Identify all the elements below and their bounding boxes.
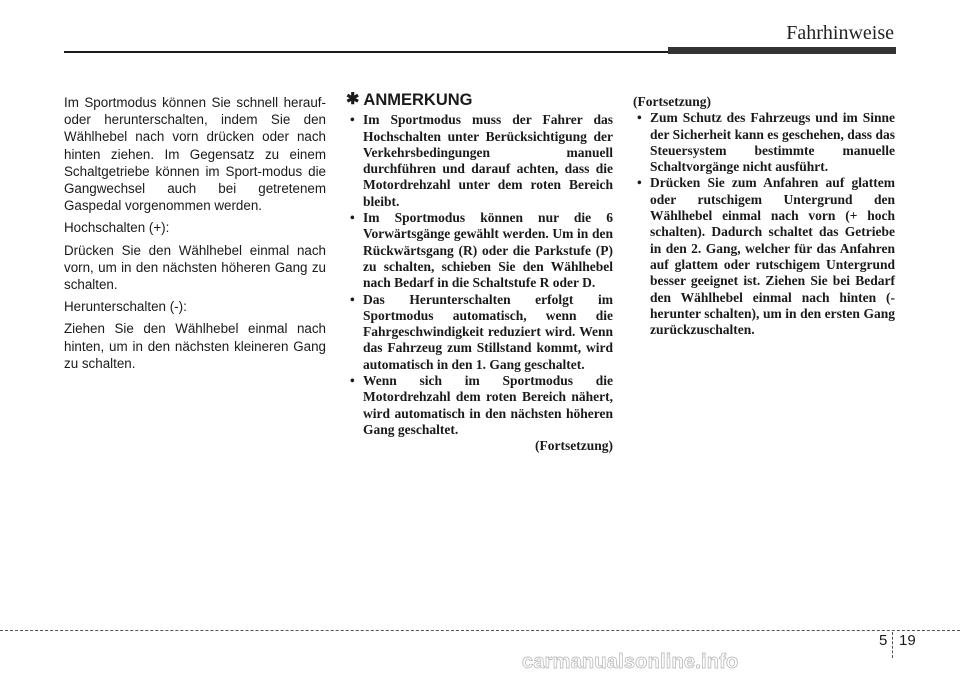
right-text-column <box>633 94 895 338</box>
watermark: carmanualsonline.info <box>522 651 739 673</box>
note-list <box>633 110 895 338</box>
footer-rule <box>0 630 960 631</box>
list-item: • Im Sportmodus können nur die 6 Vorwärtsgänge gewählt werden. Um in den Rückwärtsgang (R) oder die Parkstufe (P) zu schalten, schieben Sie den Wählhebel nach Bedarf in die Schaltstufe R oder D. <box>346 210 613 291</box>
list-item: • Drücken Sie zum Anfahren auf glattem oder rutschigem Untergrund den Wählhebel einmal nach vorn (+ hoch schalten). Dadurch schaltet das Getriebe in den 2. Gang, welcher für das Anfahren auf glattem oder rutschigem Untergrund besser geeignet ist. Ziehen Sie bei Bedarf den Wählhebel einmal nach hinten (-herunter schalten), um in den ersten Gang zurückzuschalten. <box>633 175 895 338</box>
note-box <box>346 92 613 455</box>
list-item: • Das Herunterschalten erfolgt im Sportmodus automatisch, wenn die Fahrgeschwindigkeit reduziert wird. Wenn das Fahrzeug zum Stillstand kommt, wird automatisch in den 1. Gang geschaltet. <box>346 292 613 373</box>
header-rule <box>64 51 670 53</box>
note-star-icon: ✱ <box>346 91 360 108</box>
page-header-title: Fahrhinweise <box>786 22 894 44</box>
note-list <box>346 112 613 438</box>
list-item: • Wenn sich im Sportmodus die Motordrehzahl dem roten Bereich nähert, wird automatisch in den nächsten höheren Gang geschaltet. <box>346 373 613 438</box>
left-text-column <box>64 94 326 377</box>
chapter-number: 5 <box>879 632 888 649</box>
page-separator <box>892 632 893 658</box>
paragraph: Herunterschalten (-): <box>64 299 187 315</box>
paragraph: Drücken Sie den Wählhebel einmal nach vorn, um in den nächsten höheren Gang zu schalten. <box>64 242 326 293</box>
paragraph: Hochschalten (+): <box>64 220 170 236</box>
note-heading-label: ANMERKUNG <box>363 91 473 109</box>
list-item: • Zum Schutz des Fahrzeugs und im Sinne der Sicherheit kann es geschehen, dass das Steuersystem bestimmte manuelle Schaltvorgänge nicht ausführt. <box>633 110 895 175</box>
paragraph: Im Sportmodus können Sie schnell herauf- oder herunterschalten, indem Sie den Wählhebel nach vorn drücken oder nach hinten ziehen. Im Gegensatz zu einem Schaltgetriebe können im Sport-modus die Gangwechsel auch bei getretenem Gaspedal vorgenommen werden. <box>64 95 326 214</box>
list-item: • Im Sportmodus muss der Fahrer das Hochschalten unter Berücksichtigung der Verkehrsbedingungen manuell durchführen und darauf achten, dass die Motordrehzahl unter dem roten Bereich bleibt. <box>346 112 613 210</box>
note-heading <box>346 92 613 108</box>
continued-label: (Fortsetzung) <box>535 438 613 454</box>
continued-label: (Fortsetzung) <box>633 94 711 109</box>
paragraph: Ziehen Sie den Wählhebel einmal nach hinten, um in den nächsten kleineren Gang zu schalten. <box>64 321 326 371</box>
page-number: 19 <box>899 632 916 649</box>
header-rule-bold <box>668 47 896 54</box>
